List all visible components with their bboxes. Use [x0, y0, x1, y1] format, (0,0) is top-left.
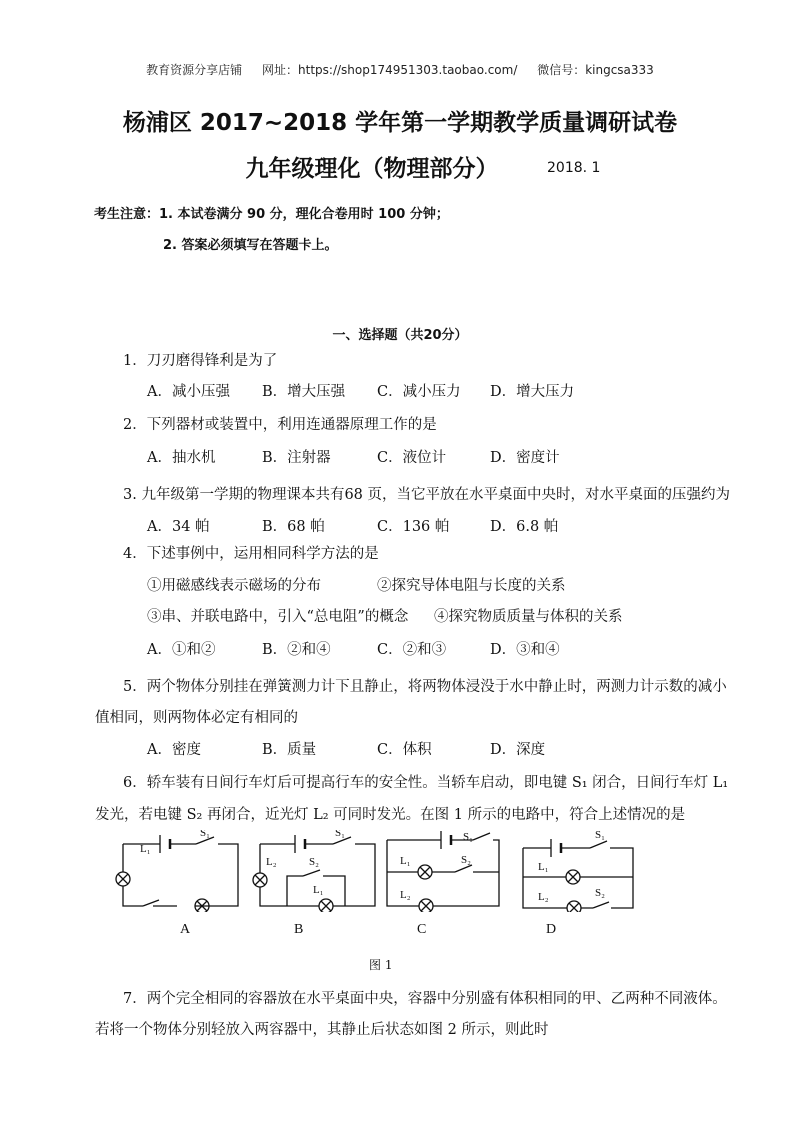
figure-label-b: B: [294, 922, 304, 937]
q2-option-d: D．密度计: [490, 450, 560, 466]
d-s1-label: S₁: [595, 830, 605, 841]
q4-option-b: B．②和④: [262, 642, 331, 658]
b-s1-label: S₁: [335, 830, 345, 839]
q3-option-c: C．136 帕: [377, 519, 450, 535]
q7-stem-2: 若将一个物体分别轻放入两容器中，其静止后状态如图 2 所示，则此时: [95, 1022, 549, 1038]
figure-1-circuits: [95, 830, 655, 912]
q4-option-c: C．②和③: [377, 642, 447, 658]
b-s2-label: S₂: [309, 856, 319, 868]
q1-option-d: D．增大压力: [490, 384, 575, 400]
q3-option-d: D．6.8 帕: [490, 519, 559, 535]
q5-option-c: C．体积: [377, 742, 432, 758]
d-s2-label: S₂: [595, 887, 605, 899]
figure-label-a: A: [180, 922, 191, 937]
c-s1-label: S₁: [463, 831, 473, 844]
section-heading: 一、选择题（共20分）: [332, 328, 468, 343]
b-l2-label: L₂: [266, 856, 277, 868]
q5-stem-2: 值相同，则两物体必定有相同的: [95, 710, 298, 726]
d-l1-label: L₁: [538, 861, 549, 873]
figure-label-d: D: [546, 922, 557, 937]
q2-stem: 2．下列器材或装置中，利用连通器原理工作的是: [123, 417, 437, 433]
exam-title: 杨浦区 2017~2018 学年第一学期教学质量调研试卷: [122, 110, 678, 136]
c-s2-label: S₂: [461, 854, 471, 866]
q4-item-2: ②探究导体电阻与长度的关系: [377, 578, 566, 594]
q1-stem: 1．刀刃磨得锋利是为了: [123, 353, 278, 369]
page-header: [0, 61, 800, 78]
q5-option-d: D．深度: [490, 742, 546, 758]
q6-stem-1: 6．轿车装有日间行车灯后可提高行车的安全性。当轿车启动，即电键 S₁ 闭合，日间行车灯 L₁: [123, 775, 729, 791]
q1-option-a: A．减小压强: [147, 384, 230, 400]
q3-option-a: A．34 帕: [147, 519, 210, 535]
header-wechat: 微信号：kingcsa333: [537, 63, 654, 77]
c-l2-label: L₂: [400, 889, 411, 901]
q7-stem-1: 7．两个完全相同的容器放在水平桌面中央，容器中分别盛有体积相同的甲、乙两种不同液体。: [123, 991, 727, 1007]
q5-stem-1: 5．两个物体分别挂在弹簧测力计下且静止，将两物体浸没于水中静止时，两测力计示数的减小: [123, 679, 727, 695]
circuit-a: [116, 835, 238, 912]
d-l2-label: L₂: [538, 891, 549, 903]
header-url: 网址：https://shop174951303.taobao.com/: [262, 63, 518, 77]
q5-option-a: A．密度: [147, 742, 201, 758]
q4-option-a: A．①和②: [147, 642, 216, 658]
q3-option-b: B．68 帕: [262, 519, 325, 535]
q1-option-c: C．减小压力: [377, 384, 461, 400]
circuit-b: [253, 835, 375, 912]
q4-item-1: ①用磁感线表示磁场的分布: [147, 578, 321, 594]
c-l1-label: L₁: [400, 855, 411, 867]
q2-option-a: A．抽水机: [147, 450, 216, 466]
figure-label-c: C: [417, 922, 427, 937]
q4-item-3: ③串、并联电路中，引入“总电阻”的概念: [147, 609, 409, 625]
b-l1-label: L₁: [313, 884, 324, 896]
q2-option-c: C．液位计: [377, 450, 447, 466]
exam-subtitle: 九年级理化（物理部分）: [245, 156, 499, 182]
q1-option-b: B．增大压强: [262, 384, 346, 400]
q4-stem: 4．下述事例中，运用相同科学方法的是: [123, 546, 379, 562]
note-line-1: 考生注意：1. 本试卷满分 90 分，理化合卷用时 100 分钟；: [94, 207, 449, 222]
exam-date: 2018. 1: [547, 160, 601, 176]
header-shop: 教育资源分享店铺: [146, 63, 243, 77]
q2-option-b: B．注射器: [262, 450, 331, 466]
q5-option-b: B．质量: [262, 742, 317, 758]
figure-caption: 图 1: [369, 958, 393, 972]
q4-item-4: ④探究物质质量与体积的关系: [434, 609, 623, 625]
q6-stem-2: 发光，若电键 S₂ 再闭合，近光灯 L₂ 可同时发光。在图 1 所示的电路中，符合上述情况的是: [95, 807, 686, 823]
a-l1-label: L₁: [140, 843, 151, 855]
q4-option-d: D．③和④: [490, 642, 560, 658]
note-line-2: 2. 答案必须填写在答题卡上。: [163, 238, 338, 253]
a-s1-label: S₁: [200, 830, 210, 839]
q3-stem: 3. 九年级第一学期的物理课本共有68 页，当它平放在水平桌面中央时，对水平桌面的压强约为: [123, 487, 730, 503]
